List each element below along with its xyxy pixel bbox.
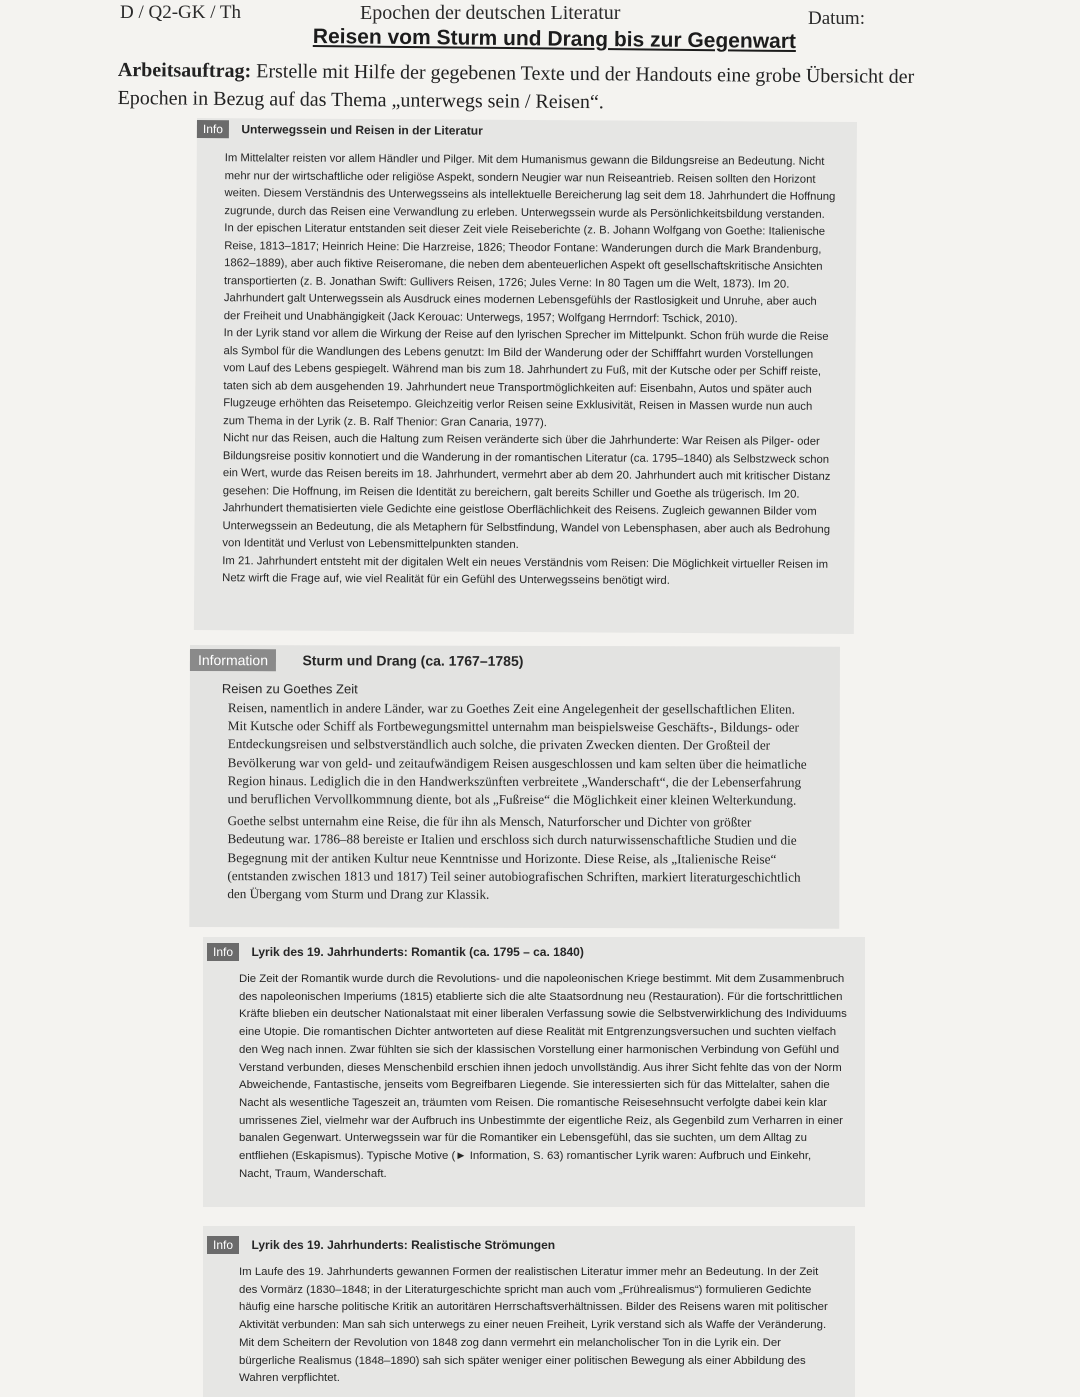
info-box-body xyxy=(222,150,837,591)
paragraph: Goethe selbst unternahm eine Reise, die für ihn als Mensch, Naturforscher und Dichter von größter Bedeutung war. 1786–88 bereiste er Italien und erschloss sich durch naturwissenschaftliche Studien und die Begegnung mit der antiken Kultur neue Kenntnisse und Horizonte. Diese Reise, als „Italienische Reise“ (entstanden zwischen 1813 und 1817) Teil seiner autobiografischen Schriften, markiert literaturgeschichtlich den Übergang vom Sturm und Drang zur Klassik. xyxy=(227,813,801,902)
info-box-title: Lyrik des 19. Jahrhunderts: Realistische Strömungen xyxy=(251,1238,556,1252)
info-box-title: Unterwegssein und Reisen in der Literatur xyxy=(241,122,483,138)
paragraph: Nicht nur das Reisen, auch die Haltung zum Reisen veränderte sich über die Jahrhunderte: War Reisen als Pilger- oder Bildungsreise positiv konnotiert und die Wanderung in der romantischen Literatur (ca. 1795–1840) als Selbstzweck schon ein Wert, wurde das Reisen bereits im 18. Jahrhundert, vermehrt aber ab dem 20. Jahrhundert auch mit kritischer Distanz gesehen: Die Hoffnung, im Reisen die Identität zu bereichern, galt bereits Schiller und Goethe als trügerisch. Im 20. Jahrhundert thematisierten viele Gedichte eine geistlose Oberflächlichkeit des Reisens. Zugleich gewannen Bilder vom Unterwegssein an Bedeutung, die als Metaphern für Selbstfindung, Wandel von Lebensphasen, aber auch als Bedrohung von Identität und Verlust von Lebensmittelpunkten standen. xyxy=(222,432,831,551)
info-box-body xyxy=(239,1264,839,1388)
paragraph: Reisen, namentlich in andere Länder, war zu Goethes Zeit eine Angelegenheit der gesellschaftlichen Eliten. Mit Kutsche oder Schiff als Fortbewegungsmittel unternahm man beispielsweise Geschäfts-, Bildungs- oder Entdeckungsreisen und selbstverständlich auch solche, die privaten Zwecken dienten. Der Großteil der Bevölkerung war von geld- und zeitaufwändigem Reisen ausgeschlossen und kam selten über die heimatliche Region hinaus. Lediglich die in den Handwerkszünften verbreitete „Wanderschaft“, die der Lebenserfahrung und beruflichen Vervollkommnung diente, bot als „Fußreise“ die Möglichkeit einer kleinen Welterkundung. xyxy=(227,700,807,808)
worksheet-title: Epochen der deutschen Literatur xyxy=(360,2,621,24)
info-box-sturm-und-drang xyxy=(189,645,840,929)
info-box-header xyxy=(207,943,584,961)
task-text: Erstelle mit Hilfe der gegebenen Texte und der Handouts eine grobe Übersicht der Epochen in Bezug auf das Thema „unterwegs sein / Reisen“. xyxy=(117,60,915,114)
paragraph: Im Laufe des 19. Jahrhunderts gewannen Formen der realistischen Literatur immer mehr an Bedeutung. In der Zeit des Vormärz (1830–1848; in der Literaturgeschichte spricht man auch vom „Frührealismus“) formulieren Gedichte häufig eine harsche politische Kritik an autoritären Herrschaftsverhältnissen. Bilder des Reisens waren mit politischer Aktivität verbunden: Man sah sich unterwegs zu einer neuen Freiheit, Lyrik verstand sich als Waffe der Veränderung. Mit dem Scheitern der Revolution von 1848 zog dann vermehrt ein melancholischer Ton in die Lyrik ein. Der bürgerliche Realismus (1848–1890) sah sich später weniger einer politischen Bewegung als einer Abbildung des Wahren verpflichtet. xyxy=(239,1266,828,1385)
task-instruction xyxy=(118,56,970,119)
info-box-travel-literature xyxy=(194,118,857,634)
info-tag: Info xyxy=(197,120,229,138)
info-tag: Info xyxy=(207,1236,239,1254)
info-box-romantik xyxy=(203,937,865,1207)
info-box-header xyxy=(197,120,483,140)
info-box-title: Sturm und Drang (ca. 1767–1785) xyxy=(302,652,524,669)
info-tag: Info xyxy=(207,943,239,961)
info-box-header xyxy=(190,649,524,672)
information-tag: Information xyxy=(190,649,276,671)
info-box-realismus xyxy=(203,1226,855,1397)
paragraph: Im 21. Jahrhundert entsteht mit der digitalen Welt ein neues Verständnis vom Reisen: Die Möglichkeit virtueller Reisen im Netz wirft die Frage auf, wie viel Realität für ein Gefühl des Unterwegsseins benötigt wird. xyxy=(222,554,829,587)
date-label: Datum: xyxy=(808,8,865,29)
paragraph: Im Mittelalter reisten vor allem Händler und Pilger. Mit dem Humanismus gewann die Bildungsreise an Bedeutung. Nicht mehr nur der wirtschaftliche oder religiöse Aspekt, sondern Neugier war nun Reiseantrieb. Reisen sollten den Horizont weiten. Diesem Verständnis des Unterwegsseins als intellektuelle Bereicherung lag seit dem 18. Jahrhundert die Hoffnung zugrunde, durch das Reisen eine Verwandlung zu erleben. Unterwegssein wurde als Persönlichkeitsbildung verstanden. xyxy=(224,152,836,221)
paragraph: Die Zeit der Romantik wurde durch die Revolutions- und die napoleonischen Kriege bestimmt. Mit dem Zusammenbruch des napoleonischen Imperiums (1815) etablierte sich die alte Staatsordnung neu (Restauration). Für die fortschrittlichen Kräfte blieben ein deutscher Nationalstaat mit einer liberalen Verfassung sowie die Selbstverwirklichung des Individuums eine Utopie. Die romantischen Dichter antworteten auf diese Realität mit Entgrenzungsversuchen und suchten vielfach den Weg nach innen. Zwar fühlten sie sich der klassischen Vorstellung einer harmonischen Verbindung von Gefühl und Verstand verbunden, dieses Menschenbild erschien ihnen jedoch unvollständig. Aus ihrer Sicht fehlte das von der Norm Abweichende, Fantastische, jenseits vom Begreifbaren Liegende. Sie interessierten sich für das Mittelalter, sahen die Nacht als wesentliche Tageszeit an, träumten vom Reisen. Die romantische Reisesehnsucht verfolgte dabei kein klar umrissenes Ziel, vielmehr war der Aufbruch ins Unbestimmte der eigentliche Reiz, als Gegenbild zum Verharren in einer banalen Gegenwart. Unterwegssein war für die Romantiker ein Lebensgefühl, das sie suchten, um dem Alltag zu entfliehen (Eskapismus). Typische Motive (► Information, S. 63) romantischer Lyrik waren: Aufbruch und Einkehr, Nacht, Traum, Wanderschaft. xyxy=(239,973,847,1180)
info-box-subheading: Reisen zu Goethes Zeit xyxy=(221,681,358,697)
worksheet-subtitle: Reisen vom Sturm und Drang bis zur Gegenwart xyxy=(312,25,797,54)
paragraph: In der epischen Literatur entstanden seit dieser Zeit viele Reiseberichte (z. B. Johann Wolfgang von Goethe: Italienische Reise, 1813–1817; Heinrich Heine: Die Harzreise, 1826; Theodor Fontane: Wanderungen durch die Mark Brandenburg, 1862–1889), aber auch fiktive Reiseromane, die neben dem abenteuerlichen Aspekt oft gesellschaftskritische Ansichten transportierten (z. B. Jonathan Swift: Gullivers Reisen, 1726; Jules Verne: In 80 Tagen um die Welt, 1873). Im 20. Jahrhundert galt Unterwegssein als Ausdruck eines modernen Lebensgefühls der Rastlosigkeit und Unruhe, aber auch der Freiheit und Unabhängigkeit (Jack Kerouac: Unterwegs, 1957; Wolfgang Herrndorf: Tschick, 2010). xyxy=(223,222,826,325)
task-label: Arbeitsauftrag: xyxy=(117,58,252,83)
info-box-body xyxy=(227,699,812,905)
info-box-header xyxy=(207,1236,555,1254)
course-code: D / Q2-GK / Th xyxy=(120,2,242,23)
info-box-title: Lyrik des 19. Jahrhunderts: Romantik (ca. 1795 – ca. 1840) xyxy=(251,945,584,959)
paragraph: In der Lyrik stand vor allem die Wirkung der Reise auf den lyrischen Sprecher im Mittelpunkt. Schon früh wurde die Reise als Symbol für die Wandlungen des Lebens genutzt: Im Bild der Wanderung oder der Schifffahrt wurden Vorstellungen vom Lauf des Lebens gespiegelt. Während man bis zum 18. Jahrhundert zu Fuß, mit der Kutsche oder per Schiff reiste, taten sich ab dem ausgehenden 19. Jahrhundert neue Transportmöglichkeiten auf: Eisenbahn, Autos und später auch Flugzeuge erhöhten das Reisetempo. Gleichzeitig verlor Reisen seine Exklusivität, Reisen in Massen wurde nun auch zum Thema in der Lyrik (z. B. Ralf Thenior: Gran Canaria, 1977). xyxy=(223,327,829,429)
info-box-body xyxy=(239,971,847,1183)
